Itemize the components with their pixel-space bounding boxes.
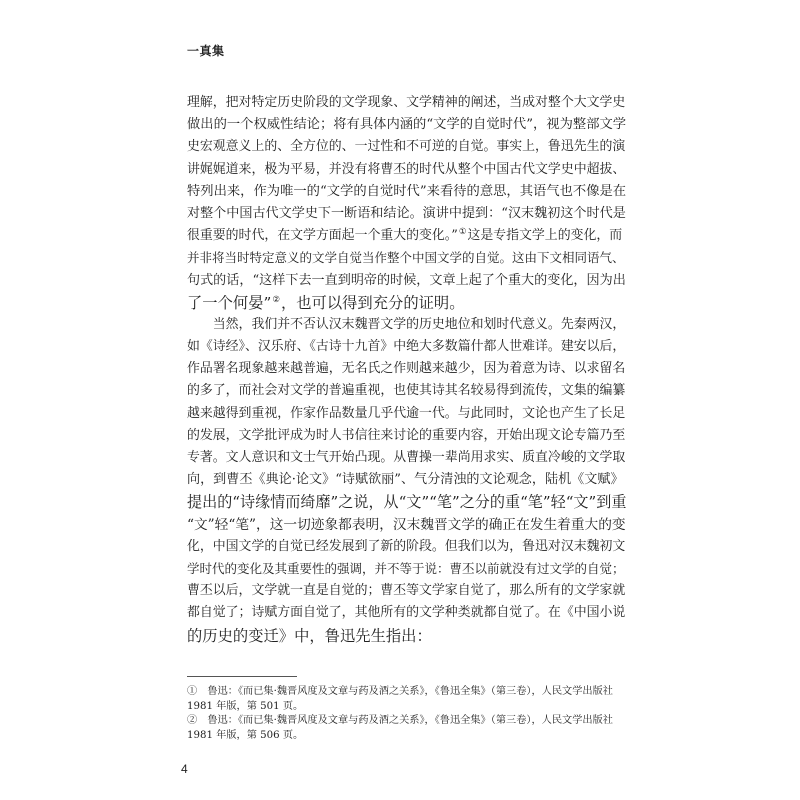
body-line — [187, 491, 627, 513]
body-line — [187, 558, 627, 580]
body-line — [187, 625, 627, 647]
body-line-text: 提出的“诗缘情而绮靡”之说，从“文”“笔”之分的重“笔”轻“文”到重 — [187, 493, 627, 512]
body-line-text: “文”轻“笔”，这一切迹象都表明，汉末魏晋文学的确正在发生着重大的变 — [187, 516, 626, 533]
body-line — [187, 358, 627, 380]
body-line — [187, 114, 627, 136]
body-line-text: 作品署名现象越来越普遍，无名氏之作则越来越少，因为着意为诗、以求留名 — [187, 361, 626, 377]
body-line-text: 的多了，而社会对文学的普遍重视，也使其诗其名较易得到流传，文集的编纂 — [187, 383, 626, 399]
body-line — [187, 136, 627, 158]
body-line-text: 都自觉了；诗赋方面自觉了，其他所有的文学种类就都自觉了。在《中国小说 — [187, 605, 626, 621]
body-line — [187, 403, 627, 425]
body-line-text: 特列出来，作为唯一的“文学的自觉时代”来看待的意思，其语气也不像是在 — [187, 183, 627, 199]
footnote-divider — [187, 676, 297, 677]
footnote-1-line-2: 1981 年版，第 501 页。 — [187, 700, 304, 712]
body-line — [187, 159, 627, 181]
body-line — [187, 314, 627, 336]
body-line-text: 了一个何晏” — [187, 293, 272, 312]
body-line-text: 专著。文人意识和文士气开始凸现。从曹操一辈尚用求实、质直冷峻的文学取 — [187, 450, 626, 465]
body-text — [187, 92, 627, 647]
running-head: 一真集 — [187, 44, 225, 58]
body-line-text: 讲娓娓道来，极为平易，并没有将曹丕的时代从整个中国古代文学史中超拔、 — [187, 161, 626, 177]
footnote-marker[interactable]: ① — [458, 226, 467, 237]
body-line-text: 如《诗经》、汉乐府、《古诗十九首》中绝大多数篇什都人世难详。建安以后， — [187, 339, 626, 355]
body-line — [187, 181, 627, 203]
body-line-text: 史宏观意义上的、全方位的、一过性和不可逆的自觉。事实上，鲁迅先生的演 — [187, 139, 626, 155]
body-line — [187, 425, 627, 447]
footnotes — [187, 685, 627, 743]
body-line-text: 对整个中国古代文学史下一断语和结论。演讲中提到：“汉末魏初这个时代是 — [187, 205, 626, 221]
body-line-text: 句式的话，“这样下去一直到明帝的时候，文章上起了个重大的变化，因为出 — [187, 272, 626, 288]
body-line-text: 并非将当时特定意义的文学自觉当作整个中国文学的自觉。这由下文相同语气、 — [187, 250, 625, 266]
body-line-text: 很重要的时代，在文学方面起一个重大的变化。” — [187, 228, 458, 244]
footnote-2-line-2: 1981 年版，第 506 页。 — [187, 729, 304, 741]
page-number: 4 — [181, 762, 188, 776]
body-line-text: 越来越得到重视，作家作品数量几乎代逾一代。与此同时，文论也产生了长足 — [187, 405, 626, 421]
body-line — [187, 580, 627, 602]
body-line — [187, 447, 627, 469]
body-line — [187, 270, 627, 292]
body-line-text: 的历史的变迁》中，鲁迅先生指出： — [187, 626, 432, 645]
body-line-text: 的发展，文学批评成为时人书信往来讨论的重要内容，开始出现文论专篇乃至 — [187, 427, 626, 443]
body-line-text: 做出的一个权威性结论；将有具体内涵的“文学的自觉时代”，视为整部文学 — [187, 117, 627, 133]
body-line — [187, 536, 627, 558]
body-line — [187, 336, 627, 358]
body-line-text: 理解，把对特定历史阶段的文学现象、文学精神的阐述，当成对整个大文学史 — [187, 95, 626, 110]
body-line-text: 当然，我们并不否认汉末魏晋文学的历史地位和划时代意义。先秦两汉， — [187, 316, 626, 332]
body-line-text: 化，中国文学的自觉已经发展到了新的阶段。但我们以为，鲁迅对汉末魏初文 — [187, 538, 626, 554]
body-line — [187, 203, 627, 225]
body-line-text-after-marker: 这是专指文学上的变化，而 — [467, 228, 623, 244]
body-line — [187, 380, 627, 402]
body-line — [187, 602, 627, 624]
body-line — [187, 92, 627, 114]
body-line-text-after-marker: ，也可以得到充分的证明。 — [280, 293, 465, 312]
body-line — [187, 292, 627, 314]
body-line — [187, 247, 627, 269]
body-line — [187, 514, 627, 536]
body-line-text: 学时代的变化及其重要性的强调，并不等于说：曹丕以前就没有过文学的自觉； — [187, 560, 625, 576]
footnote-marker[interactable]: ② — [272, 294, 280, 305]
body-line-text: 向，到曹丕《典论·论文》“诗赋欲丽”、气分清浊的文论观念，陆机《文赋》 — [187, 472, 624, 488]
footnote-1-line-1: ① 鲁迅：《而已集·魏晋风度及文章与药及酒之关系》，《鲁迅全集》（第三卷），人民文学出版社 — [187, 686, 613, 697]
body-line-text: 曹丕以后，文学就一直是自觉的；曹丕等文学家自觉了，那么所有的文学家就 — [187, 583, 626, 599]
footnote-2-line-1: ② 鲁迅：《而已集·魏晋风度及文章与药及酒之关系》，《鲁迅全集》（第三卷），人民文学出版社 — [187, 715, 613, 726]
body-line — [187, 225, 627, 247]
body-line — [187, 469, 627, 491]
